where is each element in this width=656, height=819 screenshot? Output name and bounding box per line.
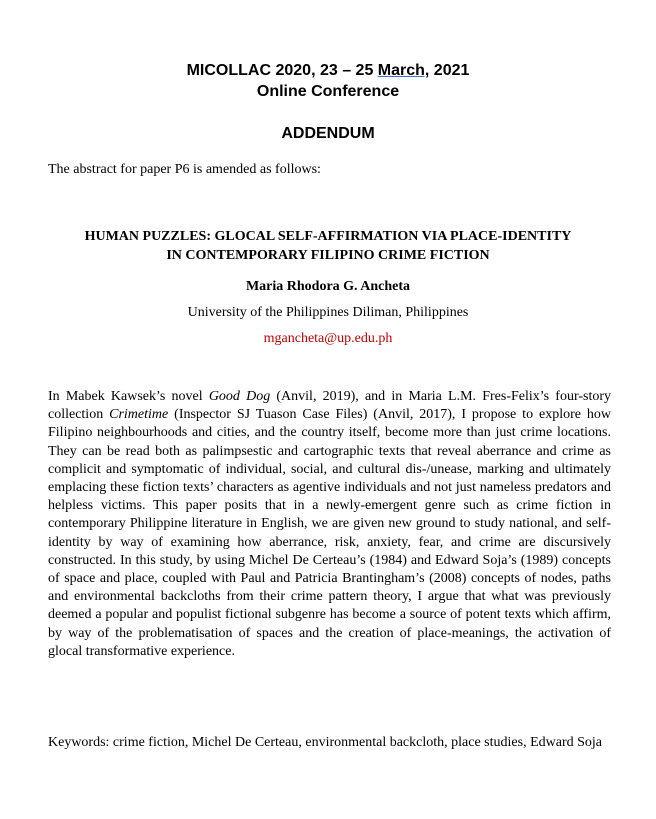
paper-title-line1: HUMAN PUZZLES: GLOCAL SELF-AFFIRMATION VIA PLACE-IDENTITY: [84, 229, 572, 244]
intro-text: The abstract for paper P6 is amended as follows:: [48, 162, 321, 177]
conference-dates: MICOLLAC 2020, 23 – 25: [186, 62, 378, 79]
author-affiliation: University of the Philippines Diliman, Philippines: [187, 305, 469, 320]
book-title: Good Dog: [208, 389, 271, 404]
addendum-heading: ADDENDUM: [281, 125, 375, 142]
author-name: Maria Rhodora G. Ancheta: [245, 279, 411, 294]
conference-subtitle: Online Conference: [256, 83, 400, 100]
author-email[interactable]: mgancheta@up.edu.ph: [263, 331, 393, 346]
conference-month: March,: [377, 62, 430, 79]
abstract-body: In Mabek Kawsek’s novel Good Dog (Anvil, 2019), and in Maria L.M. Fres-Felix’s four-story collection Crimetime (Inspector SJ Tuason Case Files) (Anvil, 2017), I propose to explore how Filipino neighbourhoods and cities, and the country itself, become more than just crime locations. They can be read both as palimpsestic and cartographic texts that reveal aberrance and crime as complicit and symptomatic of individual, social, and cultural dis-/unease, marking and ultimately emplacing these fiction texts’ characters as agentive individuals and not just nameless predators and helpless victims. This paper posits that in a newly-emergent genre such as crime fiction in contemporary Philippine literature in English, we are given new ground to study national, and self-identity by way of examining how aberrance, risk, anxiety, fear, and crime are discursively constructed. In this study, by using Michel De Certeau’s (1984) and Edward Soja’s (1989) concepts of space and place, coupled with Paul and Patricia Brantingham’s (2008) concepts of nodes, paths and environmental backcloths from their crime pattern theory, I argue that what was previously deemed a popular and populist fictional subgenre has become a source of potent texts which affirm, by way of the problematisation of spaces and the creation of place-meanings, the activation of glocal transformative experience.: [48, 389, 612, 659]
conference-year: 2021: [429, 62, 470, 79]
paper-title: [40, 227, 616, 265]
book-title: Crimetime: [109, 407, 169, 423]
paper-title-line2: IN CONTEMPORARY FILIPINO CRIME FICTION: [166, 248, 490, 263]
keywords: Keywords: crime fiction, Michel De Certeau, environmental backcloth, place studies, Edward Soja: [48, 735, 602, 750]
conference-title: [0, 61, 656, 81]
